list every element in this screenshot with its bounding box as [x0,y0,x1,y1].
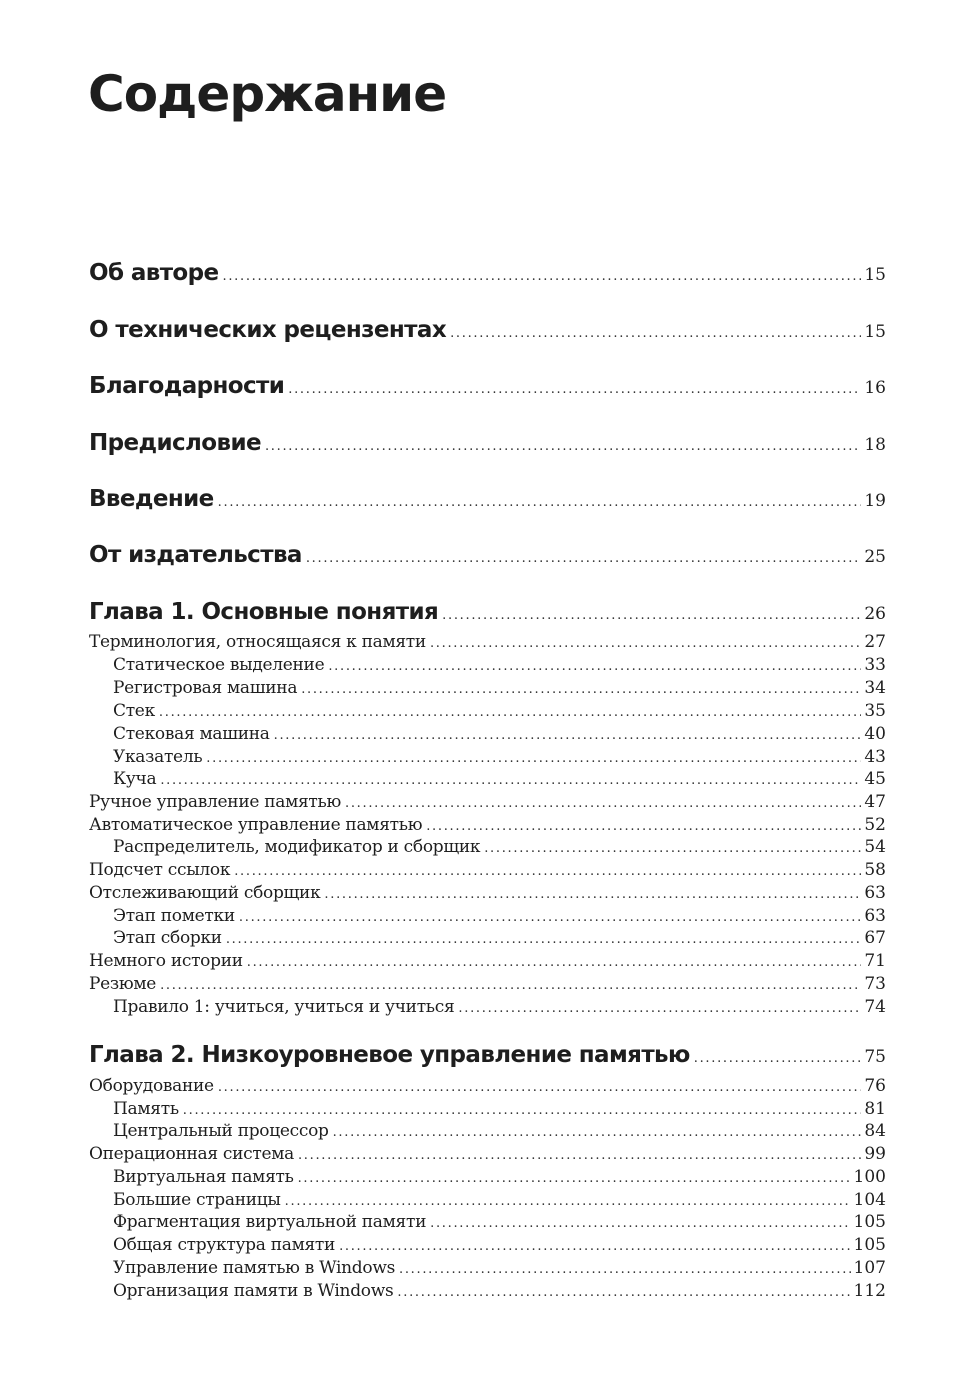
toc-page-number: 40 [864,724,886,744]
dot-leader [298,1148,861,1163]
toc-entry[interactable] [89,837,886,857]
toc-entry-label: Статическое выделение [113,655,325,675]
toc-page-number: 71 [864,951,886,971]
dot-leader [239,910,861,925]
toc-entry[interactable] [89,747,886,767]
toc-entry-label: Правило 1: учиться, учиться и учиться [113,997,455,1017]
dot-leader [430,1216,850,1231]
toc-entry[interactable] [89,632,886,652]
toc-page-number: 63 [864,906,886,926]
toc-page-number: 54 [864,837,886,857]
toc-entry-label: Большие страницы [113,1190,281,1210]
toc-entry[interactable] [89,724,886,744]
page-title: Содержание [88,65,447,123]
toc-entry-label: Об авторе [89,260,219,286]
toc-heading-entry[interactable] [89,430,886,456]
toc-entry-label: Память [113,1099,179,1119]
dot-leader [274,728,862,743]
dot-leader [484,841,861,856]
dot-leader [234,864,861,879]
dot-leader [442,608,861,623]
toc-entry[interactable] [89,951,886,971]
toc-entry[interactable] [89,860,886,880]
toc-entry-label: Немного истории [89,951,243,971]
toc-entry-label: Глава 1. Основные понятия [89,599,439,625]
toc-page-number: 47 [864,792,886,812]
toc-page-number: 27 [864,632,886,652]
toc-entry[interactable] [89,678,886,698]
dot-leader [694,1051,862,1066]
dot-leader [333,1125,862,1140]
toc-entry-label: Ручное управление памятью [89,792,341,812]
dot-leader [306,551,862,566]
toc-entry-label: О технических рецензентах [89,317,447,343]
toc-page-number: 52 [864,815,886,835]
toc-entry-label: Глава 2. Низкоуровневое управление памятью [89,1042,690,1068]
toc-heading-entry[interactable] [89,373,886,399]
toc-entry-label: Организация памяти в Windows [113,1281,394,1301]
toc-entry-label: От издательства [89,542,302,568]
dot-leader [324,887,861,902]
toc-entry-label: Виртуальная память [113,1167,294,1187]
toc-page-number: 112 [853,1281,886,1301]
toc-heading-entry[interactable] [89,1042,886,1068]
toc-entry[interactable] [89,655,886,675]
toc-page-number: 67 [864,928,886,948]
toc-page-number: 58 [864,860,886,880]
toc-entry-label: Подсчет ссылок [89,860,231,880]
toc-page-number: 105 [853,1212,886,1232]
dot-leader [298,1171,851,1186]
toc-page-number: 74 [864,997,886,1017]
toc-page-number: 19 [864,491,886,511]
dot-leader [265,439,861,454]
toc-entry[interactable] [89,906,886,926]
toc-entry-label: Управление памятью в Windows [113,1258,395,1278]
toc-page-number: 35 [864,701,886,721]
toc-entry[interactable] [89,815,886,835]
toc-heading-entry[interactable] [89,486,886,512]
dot-leader [399,1262,851,1277]
toc-entry[interactable] [89,1144,886,1164]
toc-entry[interactable] [89,1235,886,1255]
toc-entry-label: Стек [113,701,155,721]
toc-entry-label: Оборудование [89,1076,214,1096]
dot-leader [426,819,861,834]
toc-page-number: 43 [864,747,886,767]
toc-page-number: 15 [864,265,886,285]
toc-page-number: 81 [864,1099,886,1119]
dot-leader [223,269,862,284]
toc-entry[interactable] [89,769,886,789]
toc-entry-label: Распределитель, модификатор и сборщик [113,837,481,857]
dot-leader [218,495,862,510]
toc-entry[interactable] [89,1190,886,1210]
dot-leader [247,955,862,970]
toc-entry[interactable] [89,1212,886,1232]
toc-entry[interactable] [89,1076,886,1096]
toc-page-number: 104 [853,1190,886,1210]
toc-entry-label: Фрагментация виртуальной памяти [113,1212,427,1232]
toc-entry[interactable] [89,1281,886,1301]
toc-page-number: 45 [864,769,886,789]
dot-leader [458,1001,861,1016]
dot-leader [206,751,861,766]
toc-page-number: 25 [864,547,886,567]
dot-leader [159,705,861,720]
dot-leader [430,636,861,651]
toc-page-number: 34 [864,678,886,698]
toc-page-number: 73 [864,974,886,994]
toc-entry-label: Этап пометки [113,906,235,926]
toc-entry[interactable] [89,997,886,1017]
toc-entry-label: Куча [113,769,157,789]
toc-entry[interactable] [89,883,886,903]
toc-page-number: 33 [864,655,886,675]
toc-page-number: 107 [853,1258,886,1278]
toc-page-number: 16 [864,378,886,398]
toc-entry-label: Предисловие [89,430,261,456]
toc-page-number: 63 [864,883,886,903]
toc-entry-label: Стековая машина [113,724,270,744]
toc-page-number: 105 [853,1235,886,1255]
toc-entry[interactable] [89,928,886,948]
dot-leader [301,682,861,697]
toc-entry-label: Терминология, относящаяся к памяти [89,632,426,652]
toc-page-number: 26 [864,604,886,624]
toc-heading-entry[interactable] [89,260,886,286]
toc-entry-label: Центральный процессор [113,1121,329,1141]
dot-leader [226,932,862,947]
toc-entry-label: Регистровая машина [113,678,298,698]
dot-leader [450,326,861,341]
toc-entry[interactable] [89,1258,886,1278]
toc-entry[interactable] [89,974,886,994]
toc-entry-label: Введение [89,486,214,512]
toc-entry-label: Этап сборки [113,928,222,948]
toc-entry[interactable] [89,792,886,812]
toc-page-number: 76 [864,1076,886,1096]
toc-entry-label: Указатель [113,747,203,767]
toc-heading-entry[interactable] [89,599,886,625]
toc-heading-entry[interactable] [89,317,886,343]
toc-entry-label: Резюме [89,974,157,994]
toc-page-number: 18 [864,435,886,455]
toc-page-number: 99 [864,1144,886,1164]
dot-leader [328,659,861,674]
toc-entry-label: Благодарности [89,373,285,399]
toc-entry-label: Общая структура памяти [113,1235,336,1255]
dot-leader [339,1239,850,1254]
toc-entry[interactable] [89,1121,886,1141]
toc-entry[interactable] [89,701,886,721]
dot-leader [160,773,861,788]
toc-page-number: 84 [864,1121,886,1141]
dot-leader [285,1194,851,1209]
toc-page-number: 100 [853,1167,886,1187]
dot-leader [345,796,861,811]
toc-page-number: 15 [864,322,886,342]
toc-heading-entry[interactable] [89,542,886,568]
toc-entry[interactable] [89,1099,886,1119]
toc-entry-label: Операционная система [89,1144,294,1164]
dot-leader [218,1080,862,1095]
dot-leader [160,978,861,993]
dot-leader [183,1103,862,1118]
toc-entry-label: Отслеживающий сборщик [89,883,321,903]
toc-entry[interactable] [89,1167,886,1187]
toc-page-number: 75 [864,1047,886,1067]
dot-leader [397,1285,850,1300]
dot-leader [288,382,861,397]
toc-entry-label: Автоматическое управление памятью [89,815,423,835]
